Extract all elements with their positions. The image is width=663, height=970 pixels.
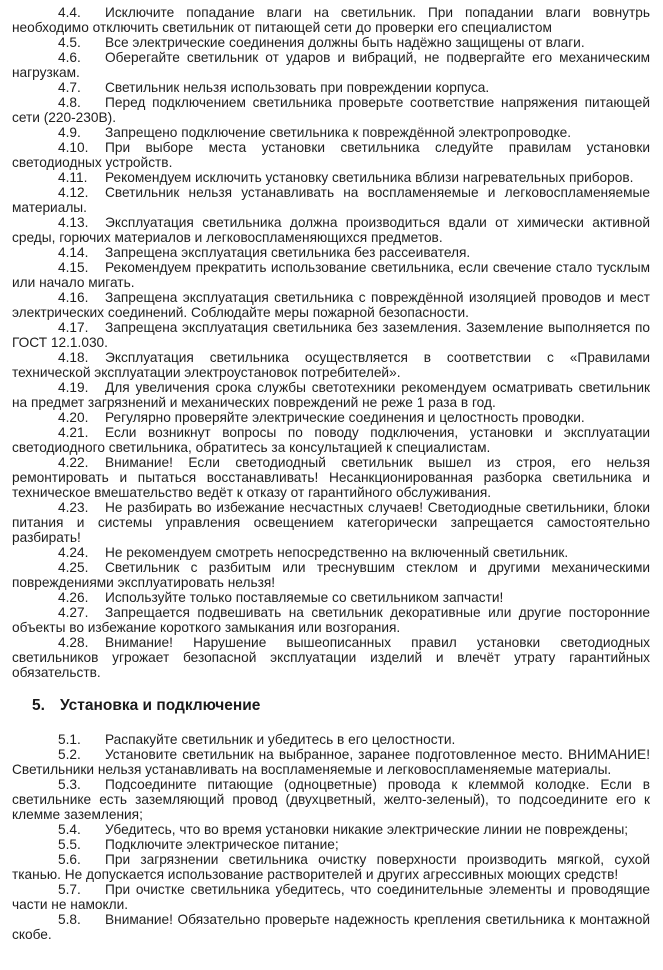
item-text: Убедитесь, что во время установки никакие электрические линии не повреждены;: [105, 822, 629, 837]
item-number: 5.5.: [58, 837, 81, 852]
list-item: [12, 912, 650, 942]
list-item: [12, 80, 650, 95]
item-text: Не разбирать во избежание несчастных случаев! Светодиодные светильники, блоки питания и системы управления освещением категорически запрещается самостоятельно разбирать!: [12, 500, 650, 545]
item-number: 4.5.: [58, 35, 81, 50]
list-item: [12, 882, 650, 912]
list-item: [12, 560, 650, 590]
list-item: [12, 95, 650, 125]
list-item: [12, 852, 650, 882]
list-item: [12, 822, 650, 837]
item-text: Рекомендуем прекратить использование светильника, если свечение стало тусклым или начало мигать.: [12, 260, 650, 290]
item-text: Эксплуатация светильника должна производиться вдали от химически активной среды, горючих материалов и легковоспламеняющихся предметов.: [12, 215, 650, 245]
item-number: 5.8.: [58, 912, 81, 927]
item-number: 4.20.: [58, 410, 89, 425]
item-number: 4.22.: [58, 455, 89, 470]
item-number: 4.23.: [58, 500, 89, 515]
item-number: 5.2.: [58, 747, 81, 762]
item-text: Запрещена эксплуатация светильника без заземления. Заземление выполняется по ГОСТ 12.1.030.: [12, 320, 650, 350]
section-4-list: [12, 5, 650, 680]
item-text: Исключите попадание влаги на светильник. При попадании влаги вовнутрь необходимо отключить светильник от питающей сети до проверки его специалистом: [12, 5, 650, 35]
item-text: При загрязнении светильника очистку поверхности производить мягкой, сухой тканью. Не допускается использование растворителей и других агрессивных моющих средств!: [12, 852, 650, 882]
item-number: 4.8.: [58, 95, 81, 110]
list-item: [12, 215, 650, 245]
item-number: 4.4.: [58, 5, 81, 20]
item-text: Установите светильник на выбранное, заранее подготовленное место. ВНИМАНИЕ! Светильники нельзя устанавливать на воспламеняемые и легковоспламеняемые материалы.: [12, 747, 650, 777]
item-text: Подключите электрическое питание;: [105, 837, 339, 852]
list-item: [12, 50, 650, 80]
section-5-heading-title: Установка и подключение: [60, 697, 261, 714]
item-text: Эксплуатация светильника осуществляется в соответствии с «Правилами технической эксплуатации электроустановок потребителей».: [12, 350, 650, 380]
item-text: Светильник нельзя использовать при повреждении корпуса.: [105, 80, 490, 95]
item-text: Не рекомендуем смотреть непосредственно на включенный светильник.: [105, 545, 569, 560]
item-text: Внимание! Если светодиодный светильник вышел из строя, его нельзя ремонтировать и пытаться восстанавливать! Несанкционированная разборка светильника и техническое вмешательство ведёт к отказу от гарантийного обслуживания.: [12, 455, 650, 500]
list-item: [12, 170, 650, 185]
list-item: [12, 590, 650, 605]
item-text: Запрещена эксплуатация светильника с повреждённой изоляцией проводов и мест электрических соединений. Соблюдайте меры пожарной безопасности.: [12, 290, 650, 320]
item-number: 4.6.: [58, 50, 81, 65]
list-item: [12, 635, 650, 680]
list-item: [12, 410, 650, 425]
item-number: 4.27.: [58, 605, 89, 620]
list-item: [12, 350, 650, 380]
item-text: Светильник с разбитым или треснувшим стеклом и другими механическими повреждениями эксплуатировать нельзя!: [12, 560, 650, 590]
item-number: 4.21.: [58, 425, 89, 440]
item-text: Все электрические соединения должны быть надёжно защищены от влаги.: [105, 35, 585, 50]
item-text: Запрещена эксплуатация светильника без рассеивателя.: [105, 245, 471, 260]
item-number: 4.17.: [58, 320, 89, 335]
section-5-heading-number: 5.: [32, 697, 45, 714]
item-text: Если возникнут вопросы по поводу подключения, установки и эксплуатации светодиодного светильника, обратитесь за консультацией к специалистам.: [12, 425, 650, 455]
item-number: 5.4.: [58, 822, 81, 837]
list-item: [12, 732, 650, 747]
item-number: 4.25.: [58, 560, 89, 575]
list-item: [12, 125, 650, 140]
list-item: [12, 380, 650, 410]
item-number: 4.15.: [58, 260, 89, 275]
list-item: [12, 185, 650, 215]
item-text: Подсоедините питающие (одноцветные) провода к клеммой колодке. Если в светильнике есть заземляющий провод (двухцветный, желто-зеленый), то подсоедините его к клемме заземления;: [12, 777, 650, 822]
list-item: [12, 140, 650, 170]
list-item: [12, 5, 650, 35]
item-text: Запрещено подключение светильника к повреждённой электропроводке.: [105, 125, 572, 140]
item-number: 4.13.: [58, 215, 89, 230]
item-text: Регулярно проверяйте электрические соединения и целостность проводки.: [105, 410, 585, 425]
item-text: Используйте только поставляемые со светильником запчасти!: [105, 590, 504, 605]
list-item: [12, 320, 650, 350]
item-text: Светильник нельзя устанавливать на воспламеняемые и легковоспламеняемые материалы.: [12, 185, 650, 215]
item-text: Внимание! Нарушение вышеописанных правил установки светодиодных светильников угрожает безопасной эксплуатации изделий и влечёт утрату гарантийных обязательств.: [12, 635, 650, 680]
item-text: Внимание! Обязательно проверьте надежность крепления светильника к монтажной скобе.: [12, 912, 650, 942]
item-text: При очистке светильника убедитесь, что соединительные элементы и проводящие части не намокли.: [12, 882, 650, 912]
item-number: 4.14.: [58, 245, 89, 260]
list-item: [12, 837, 650, 852]
item-number: 4.10.: [58, 140, 89, 155]
list-item: [12, 35, 650, 50]
list-item: [12, 545, 650, 560]
item-text: Рекомендуем исключить установку светильника вблизи нагревательных приборов.: [105, 170, 634, 185]
list-item: [12, 425, 650, 455]
item-number: 5.3.: [58, 777, 81, 792]
item-text: При выборе места установки светильника следуйте правилам установки светодиодных устройств.: [12, 140, 650, 170]
item-number: 4.26.: [58, 590, 89, 605]
item-number: 4.18.: [58, 350, 89, 365]
item-text: Распакуйте светильник и убедитесь в его целостности.: [105, 732, 456, 747]
item-number: 4.12.: [58, 185, 89, 200]
list-item: [12, 747, 650, 777]
item-number: 4.24.: [58, 545, 89, 560]
item-text: Запрещается подвешивать на светильник декоративные или другие посторонние объекты во избежание короткого замыкания или возгорания.: [12, 605, 650, 635]
list-item: [12, 260, 650, 290]
item-text: Для увеличения срока службы светотехники рекомендуем осматривать светильник на предмет загрязнений и механических повреждений не реже 1 раза в год.: [12, 380, 650, 410]
item-number: 5.6.: [58, 852, 81, 867]
item-number: 4.16.: [58, 290, 89, 305]
item-number: 4.9.: [58, 125, 81, 140]
item-number: 4.11.: [58, 170, 88, 185]
list-item: [12, 245, 650, 260]
item-number: 5.1.: [58, 732, 81, 747]
list-item: [12, 500, 650, 545]
item-number: 5.7.: [58, 882, 81, 897]
item-text: Оберегайте светильник от ударов и вибраций, не подвергайте его механическим нагрузкам.: [12, 50, 650, 80]
section-5-heading: [32, 697, 650, 714]
item-number: 4.7.: [58, 80, 81, 95]
item-number: 4.19.: [58, 380, 89, 395]
list-item: [12, 455, 650, 500]
item-text: Перед подключением светильника проверьте соответствие напряжения питающей сети (220-230В).: [12, 95, 650, 125]
list-item: [12, 605, 650, 635]
list-item: [12, 290, 650, 320]
list-item: [12, 777, 650, 822]
item-number: 4.28.: [58, 635, 89, 650]
section-5-list: [12, 732, 650, 942]
